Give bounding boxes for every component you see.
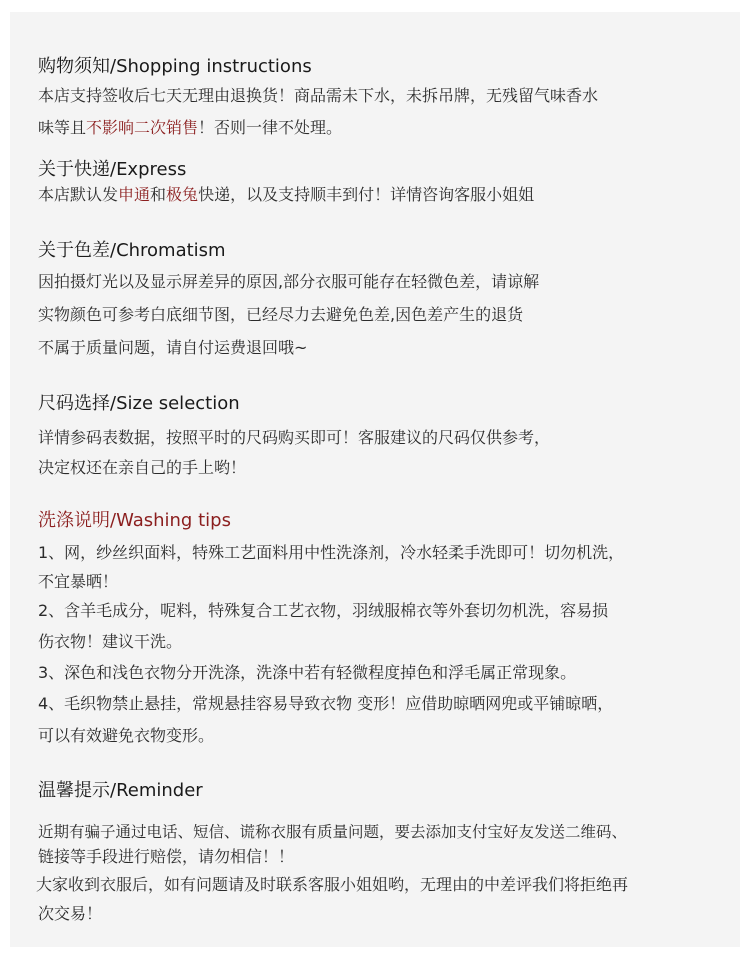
info-panel (10, 12, 740, 947)
size-line: 详情参码表数据，按照平时的尺码购买即可！客服建议的尺码仅供参考， (38, 428, 551, 447)
reminder-line: 次交易！ (38, 904, 103, 923)
shopping-highlight: 不影响二次销售 (86, 118, 199, 137)
express-title: 关于快递/Express (38, 159, 187, 180)
express-pre: 本店默认发 (38, 185, 119, 204)
washing-line: 可以有效避免衣物变形。 (38, 726, 215, 745)
washing-line: 1、网，纱丝织面料，特殊工艺面料用中性洗涤剂，冷水轻柔手洗即可！切勿机洗， (38, 543, 625, 562)
washing-line: 伤衣物！建议干洗。 (38, 632, 183, 651)
washing-line: 4、毛织物禁止悬挂，常规悬挂容易导致衣物 变形！应借助晾晒网兜或平铺晾晒， (38, 694, 614, 713)
washing-line: 3、深色和浅色衣物分开洗涤，洗涤中若有轻微程度掉色和浮毛属正常现象。 (38, 663, 577, 682)
express-carrier-2: 极兔 (166, 185, 199, 204)
reminder-line: 大家收到衣服后，如有问题请及时联系客服小姐姐哟，无理由的中差评我们将拒绝再 (36, 875, 629, 894)
shopping-line-1: 本店支持签收后七天无理由退换货！商品需未下水，未拆吊牌，无残留气味香水 (38, 86, 599, 105)
shopping-line-2-pre: 味等且 (38, 118, 87, 137)
chromatism-line: 不属于质量问题，请自付运费退回哦~ (38, 338, 308, 357)
shopping-line-2-post: ！否则一律不处理。 (198, 118, 343, 137)
washing-line: 不宜暴晒！ (38, 572, 119, 591)
chromatism-title: 关于色差/Chromatism (38, 240, 226, 261)
express-post: 快递，以及支持顺丰到付！详情咨询客服小姐姐 (198, 185, 535, 204)
express-line (38, 182, 534, 205)
reminder-title: 温馨提示/Reminder (38, 780, 203, 801)
express-carrier-1: 申通 (118, 185, 151, 204)
size-title: 尺码选择/Size selection (38, 393, 240, 414)
shopping-line-2 (38, 115, 342, 138)
washing-line: 2、含羊毛成分，呢料，特殊复合工艺衣物，羽绒服棉衣等外套切勿机洗，容易损 (38, 601, 609, 620)
chromatism-line: 因拍摄灯光以及显示屏差异的原因,部分衣服可能存在轻微色差，请谅解 (38, 272, 540, 291)
size-line: 决定权还在亲自己的手上哟！ (38, 458, 247, 477)
reminder-line: 近期有骗子通过电话、短信、谎称衣服有质量问题，要去添加支付宝好友发送二维码、 (38, 823, 628, 841)
shopping-title: 购物须知/Shopping instructions (38, 56, 312, 77)
chromatism-line: 实物颜色可参考白底细节图，已经尽力去避免色差,因色差产生的退货 (38, 305, 524, 324)
express-mid: 和 (150, 185, 167, 204)
washing-title: 洗涤说明/Washing tips (38, 510, 231, 531)
reminder-line: 链接等手段进行赔偿，请勿相信！！ (38, 847, 295, 866)
